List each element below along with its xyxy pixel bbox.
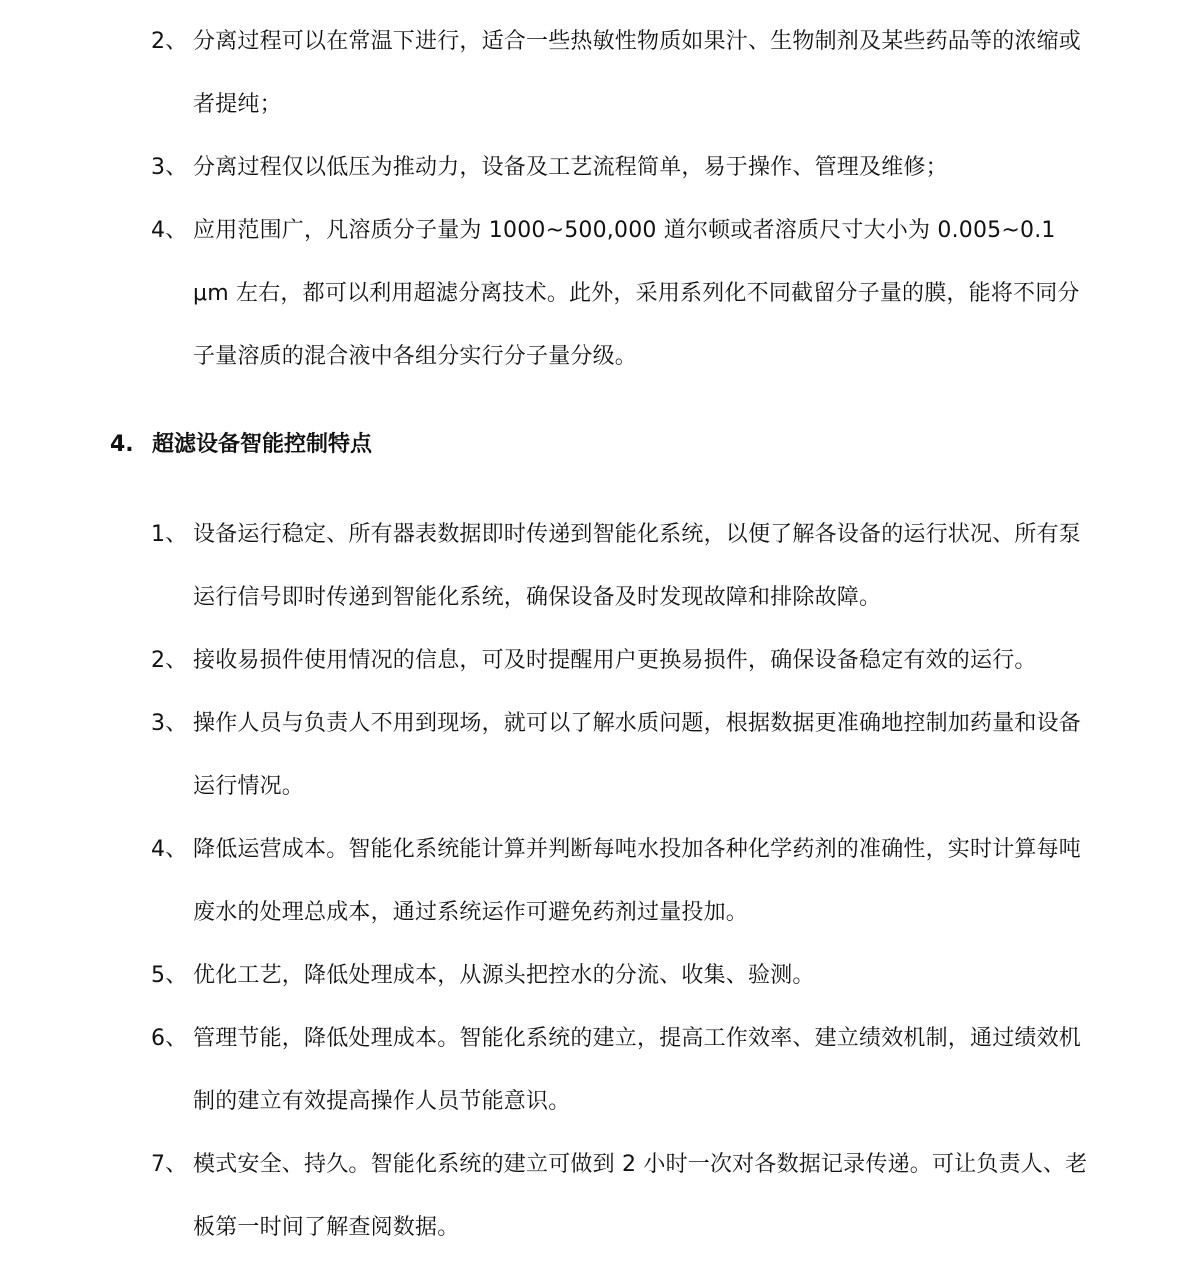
list-item xyxy=(0,629,1093,692)
item-text: 分离过程仅以低压为推动力，设备及工艺流程简单，易于操作、管理及维修； xyxy=(193,155,948,180)
item-number: 2、 xyxy=(151,29,188,54)
item-text: 模式安全、持久。智能化系统的建立可做到 2 小时一次对各数据记录传递。可让负责人、老板第一时间了解查阅数据。 xyxy=(193,1152,1088,1240)
item-number: 4、 xyxy=(151,218,188,243)
features-list xyxy=(0,10,1199,388)
list-item xyxy=(0,1007,1093,1133)
list-item xyxy=(0,10,1093,136)
list-item xyxy=(0,692,1093,818)
item-number: 3、 xyxy=(151,711,188,736)
list-item xyxy=(0,136,1093,199)
item-number: 5、 xyxy=(151,963,188,988)
item-text: 优化工艺，降低处理成本，从源头把控水的分流、收集、验测。 xyxy=(193,963,815,988)
item-number: 1、 xyxy=(151,522,188,547)
item-number: 6、 xyxy=(151,1026,188,1051)
section-number: 4. xyxy=(110,432,134,457)
item-number: 3、 xyxy=(151,155,188,180)
item-number: 7、 xyxy=(151,1152,188,1177)
list-item xyxy=(0,503,1093,629)
item-text: 降低运营成本。智能化系统能计算并判断每吨水投加各种化学药剂的准确性，实时计算每吨废水的处理总成本，通过系统运作可避免药剂过量投加。 xyxy=(193,837,1082,925)
section-title: 超滤设备智能控制特点 xyxy=(152,432,373,457)
item-text: 应用范围广，凡溶质分子量为 1000~500,000 道尔顿或者溶质尺寸大小为 0.005~0.1 μm 左右，都可以利用超滤分离技术。此外，采用系列化不同截留分子量的膜，能将不同分子量溶质的混合液中各组分实行分子量分级。 xyxy=(193,218,1080,369)
item-text: 管理节能，降低处理成本。智能化系统的建立，提高工作效率、建立绩效机制，通过绩效机制的建立有效提高操作人员节能意识。 xyxy=(193,1026,1082,1114)
item-text: 操作人员与负责人不用到现场，就可以了解水质问题，根据数据更准确地控制加药量和设备运行情况。 xyxy=(193,711,1082,799)
control-features-list xyxy=(0,503,1199,1259)
list-item xyxy=(0,1133,1093,1259)
item-text: 设备运行稳定、所有器表数据即时传递到智能化系统，以便了解各设备的运行状况、所有泵运行信号即时传递到智能化系统，确保设备及时发现故障和排除故障。 xyxy=(193,522,1082,610)
item-text: 分离过程可以在常温下进行，适合一些热敏性物质如果汁、生物制剂及某些药品等的浓缩或者提纯； xyxy=(193,29,1082,117)
item-number: 4、 xyxy=(151,837,188,862)
list-item xyxy=(0,199,1093,388)
list-item xyxy=(0,944,1093,1007)
list-item xyxy=(0,818,1093,944)
item-number: 2、 xyxy=(151,648,188,673)
section-heading xyxy=(110,420,372,470)
item-text: 接收易损件使用情况的信息，可及时提醒用户更换易损件，确保设备稳定有效的运行。 xyxy=(193,648,1037,673)
